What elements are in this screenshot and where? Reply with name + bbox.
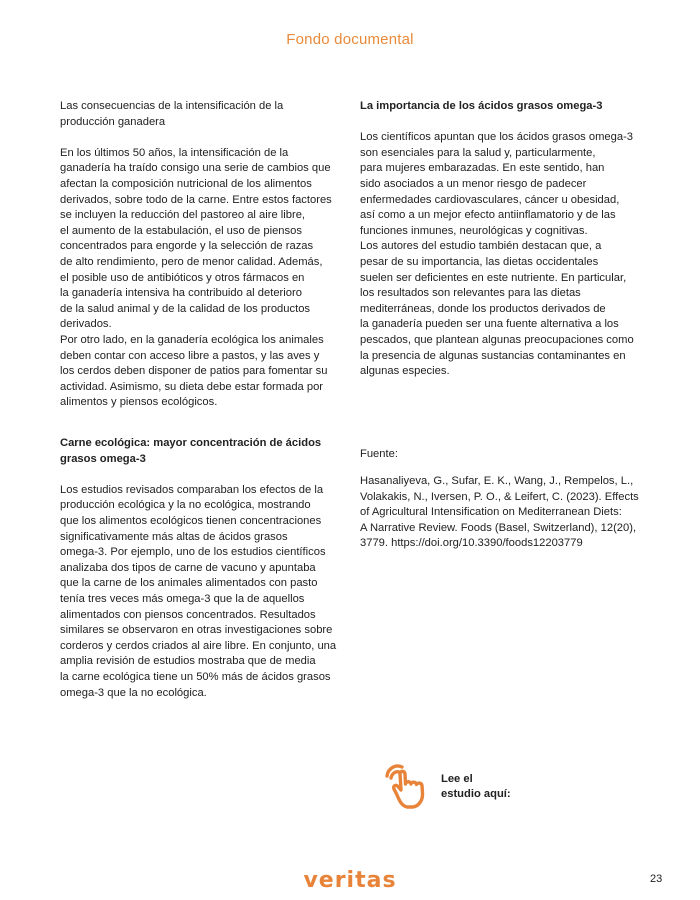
text-line: se incluyen la reducción del pastoreo al aire libre,	[60, 209, 306, 222]
text-line: alimentados con piensos concentrados. Resultados	[60, 608, 316, 621]
text-line: el aumento de la estabulación, el uso de piensos	[60, 224, 302, 237]
text-line: amplia revisión de estudios mostraba que de media	[60, 655, 316, 668]
text-line: así como a un mejor efecto antiinflamatorio y de las	[360, 209, 616, 222]
paragraph	[60, 483, 342, 701]
section-intensification	[60, 99, 342, 411]
hand-pointer-icon	[383, 762, 433, 812]
cta-label	[441, 772, 511, 802]
cta-line: estudio aquí:	[441, 788, 511, 800]
text-line: algunas especies.	[360, 365, 450, 378]
section-heading	[360, 99, 645, 115]
text-line: mediterráneas, donde los productos derivados de	[360, 302, 606, 315]
text-line: afectan la composición nutricional de los alimentos	[60, 177, 312, 190]
text-line: analizaba dos tipos de carne de vacuno y apuntaba	[60, 561, 316, 574]
heading-line: La importancia de los ácidos grasos omega-3	[360, 100, 603, 112]
text-line: En los últimos 50 años, la intensificación de la	[60, 146, 289, 159]
text-line: similares se observaron en otras investigaciones sobre	[60, 624, 333, 637]
text-line: concentrados para engorde y la selección de razas	[60, 240, 314, 253]
text-line: A Narrative Review. Foods (Basel, Switzerland), 12(20),	[360, 521, 637, 534]
heading-line: Carne ecológica: mayor concentración de ácidos	[60, 437, 322, 449]
text-line: los resultados son relevantes para las dietas	[360, 287, 581, 300]
text-line: pescados, que plantean algunas preocupaciones como	[360, 333, 634, 346]
right-column	[360, 99, 645, 380]
text-line: Volakakis, N., Iversen, P. O., & Leifert, C. (2023). Effects	[360, 490, 639, 503]
text-line: of Agricultural Intensification on Mediterranean Diets:	[360, 506, 622, 519]
text-line: Los estudios revisados comparaban los efectos de la	[60, 483, 324, 496]
text-line: significativamente más altas de ácidos grasos	[60, 530, 288, 543]
text-line: deben contar con acceso libre a pastos, y las aves y	[60, 349, 320, 362]
text-line: producción ecológica y la no ecológica, mostrando	[60, 499, 311, 512]
text-line: tenía tres veces más omega-3 que la de aquellos	[60, 592, 305, 605]
text-line: la presencia de algunas sustancias contaminantes en	[360, 349, 626, 362]
brand-logo: veritas	[303, 868, 397, 890]
text-line: que los alimentos ecológicos tienen concentraciones	[60, 514, 322, 527]
text-line: derivados.	[60, 318, 112, 331]
text-line: el posible uso de antibióticos y otros fármacos en	[60, 271, 305, 284]
text-line: actividad. Asimismo, su dieta debe estar formada por	[60, 380, 324, 393]
text-line: pesar de su importancia, las dietas occidentales	[360, 255, 599, 268]
left-column	[60, 99, 342, 411]
paragraph	[360, 130, 645, 239]
text-line: de la salud animal y de la calidad de los productos	[60, 302, 311, 315]
text-line: de alto rendimiento, pero de menor calidad. Además,	[60, 255, 323, 268]
text-line: Los científicos apuntan que los ácidos grasos omega-3	[360, 131, 634, 144]
section-heading	[60, 99, 342, 130]
text-line: Por otro lado, en la ganadería ecológica los animales	[60, 333, 324, 346]
source-block	[360, 436, 645, 563]
paragraph	[360, 239, 645, 379]
text-line: corderos y cerdos criados al aire libre. En conjunto, una	[60, 639, 337, 652]
text-line: ganadería ha traído consigo una serie de cambios que	[60, 162, 331, 175]
text-line: que la carne de los animales alimentados con pasto	[60, 577, 318, 590]
paragraph	[60, 333, 342, 411]
source-citation	[360, 474, 645, 552]
text-line: para mujeres embarazadas. En este sentido, han	[360, 162, 605, 175]
text-line: son esenciales para la salud y, particularmente,	[360, 146, 596, 159]
source-label	[360, 447, 645, 463]
text-line: sido asociados a un menor riesgo de padecer	[360, 177, 587, 190]
paragraph	[60, 146, 342, 333]
text-line[interactable]: 3779. https://doi.org/10.3390/foods12203779	[360, 537, 583, 550]
section-title: Fondo documental	[286, 31, 414, 48]
left-column-lower	[60, 436, 342, 701]
heading-line: grasos omega-3	[60, 452, 146, 465]
section-organic-meat	[60, 436, 342, 701]
text-line: enfermedades cardiovasculares, cáncer u obesidad,	[360, 193, 620, 206]
section-omega3-importance	[360, 99, 645, 380]
text-line: la carne ecológica tiene un 50% más de ácidos grasos	[60, 670, 331, 683]
section-heading	[60, 436, 342, 467]
text-line: suelen ser deficientes en este nutriente. En particular,	[360, 271, 627, 284]
text-line: omega-3. Por ejemplo, uno de los estudios científicos	[60, 546, 326, 559]
text-line: los cerdos deben disponer de patios para fomentar su	[60, 365, 328, 378]
text-line: la ganadería intensiva ha contribuido al deterioro	[60, 287, 302, 300]
page-number: 23	[650, 873, 663, 885]
heading-line: producción ganadera	[60, 115, 166, 128]
text-line: Fuente:	[360, 448, 398, 461]
text-line: omega-3 que la no ecológica.	[60, 686, 207, 699]
heading-line: Las consecuencias de la intensificación de la	[60, 100, 284, 112]
text-line: la ganadería pueden ser una fuente alternativa a los	[360, 318, 619, 331]
text-line: Hasanaliyeva, G., Sufar, E. K., Wang, J., Rempelos, L.,	[360, 474, 634, 487]
cta-line: Lee el	[441, 773, 473, 785]
text-line: funciones inmunes, neurológicas y cognitivas.	[360, 224, 588, 237]
text-line: Los autores del estudio también destacan que, a	[360, 240, 602, 253]
read-study-link[interactable]	[383, 762, 511, 812]
text-line: derivados, sobre todo de la carne. Entre estos factores	[60, 193, 332, 206]
text-line: alimentos y piensos ecológicos.	[60, 396, 218, 409]
